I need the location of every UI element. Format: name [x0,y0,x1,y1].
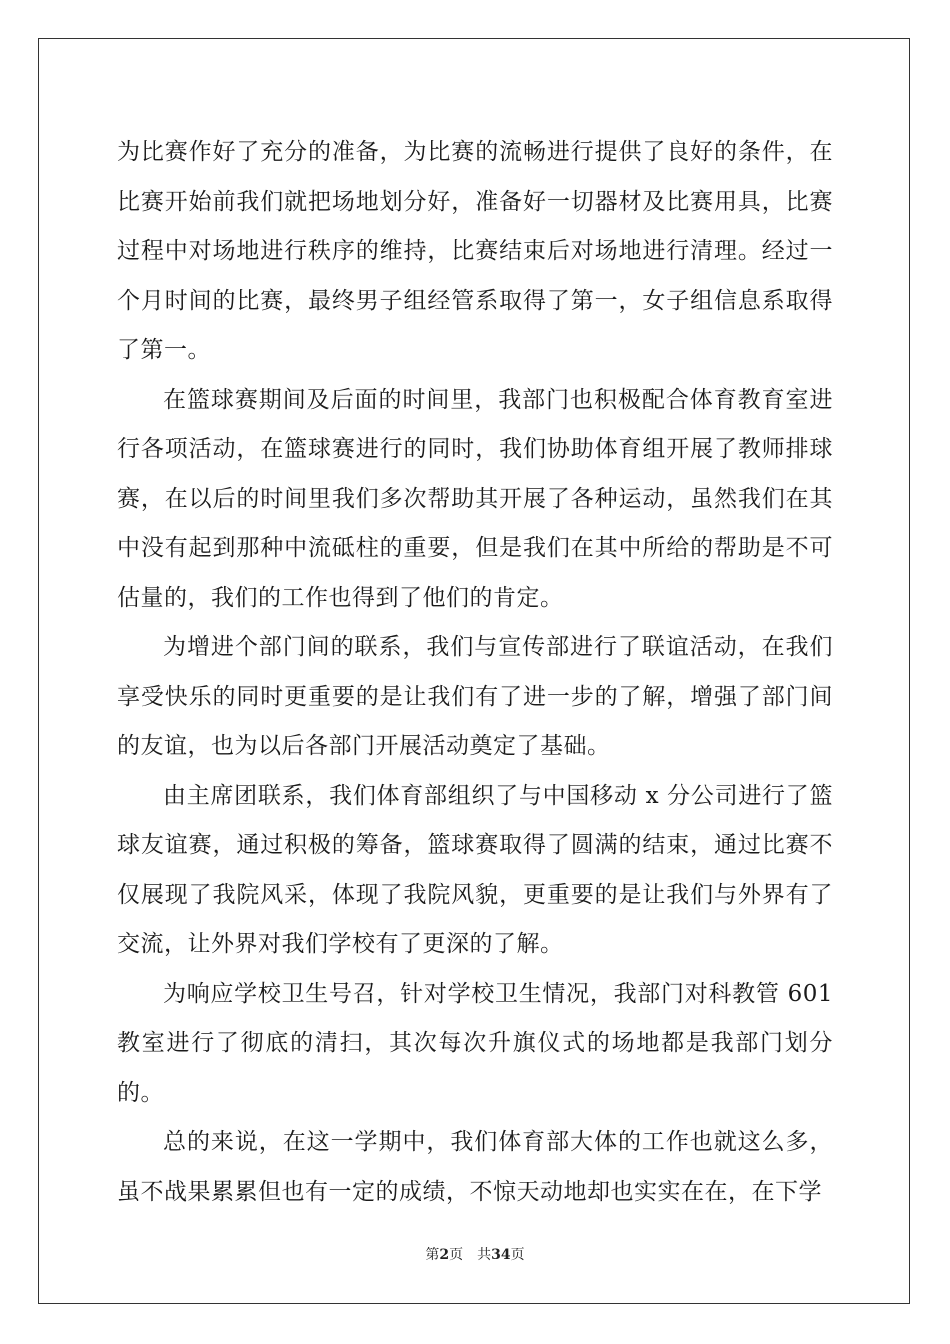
footer-total-suffix: 页 [510,1247,525,1263]
paragraph-4: 由主席团联系，我们体育部组织了与中国移动 x 分公司进行了篮球友谊赛，通过积极的筹备，篮球赛取得了圆满的结束，通过比赛不仅展现了我院风采，体现了我院风貌，更重要的是让我们与外界有了交流，让外界对我们学校有了更深的了解。 [117,782,833,957]
footer-page-suffix: 页 [449,1247,464,1263]
total-pages-number: 34 [491,1247,511,1263]
footer-total-prefix: 共 [477,1247,492,1263]
paragraph-2: 在篮球赛期间及后面的时间里，我部门也积极配合体育教育室进行各项活动，在篮球赛进行的同时，我们协助体育组开展了教师排球赛，在以后的时间里我们多次帮助其开展了各种运动，虽然我们在其中没有起到那种中流砥柱的重要，但是我们在其中所给的帮助是不可估量的，我们的工作也得到了他们的肯定。 [117,386,833,611]
paragraph-1: 为比赛作好了充分的准备，为比赛的流畅进行提供了良好的条件，在比赛开始前我们就把场地划分好，准备好一切器材及比赛用具，比赛过程中对场地进行秩序的维持，比赛结束后对场地进行清理。经过一个月时间的比赛，最终男子组经管系取得了第一，女子组信息系取得了第一。 [117,139,833,363]
page-footer [0,1244,950,1264]
paragraph-5: 为响应学校卫生号召，针对学校卫生情况，我部门对科教管 601 教室进行了彻底的清扫，其次每次升旗仪式的场地都是我部门划分的。 [117,980,833,1106]
footer-prefix: 第 [425,1247,440,1263]
current-page-number: 2 [439,1247,450,1263]
document-body [117,128,833,1217]
paragraph-3: 为增进个部门间的联系，我们与宣传部进行了联谊活动，在我们享受快乐的同时更重要的是让我们有了进一步的了解，增强了部门间的友谊，也为以后各部门开展活动奠定了基础。 [117,634,833,759]
paragraph-6: 总的来说，在这一学期中，我们体育部大体的工作也就这么多，虽不战果累累但也有一定的成绩，不惊天动地却也实实在在，在下学 [117,1129,833,1205]
